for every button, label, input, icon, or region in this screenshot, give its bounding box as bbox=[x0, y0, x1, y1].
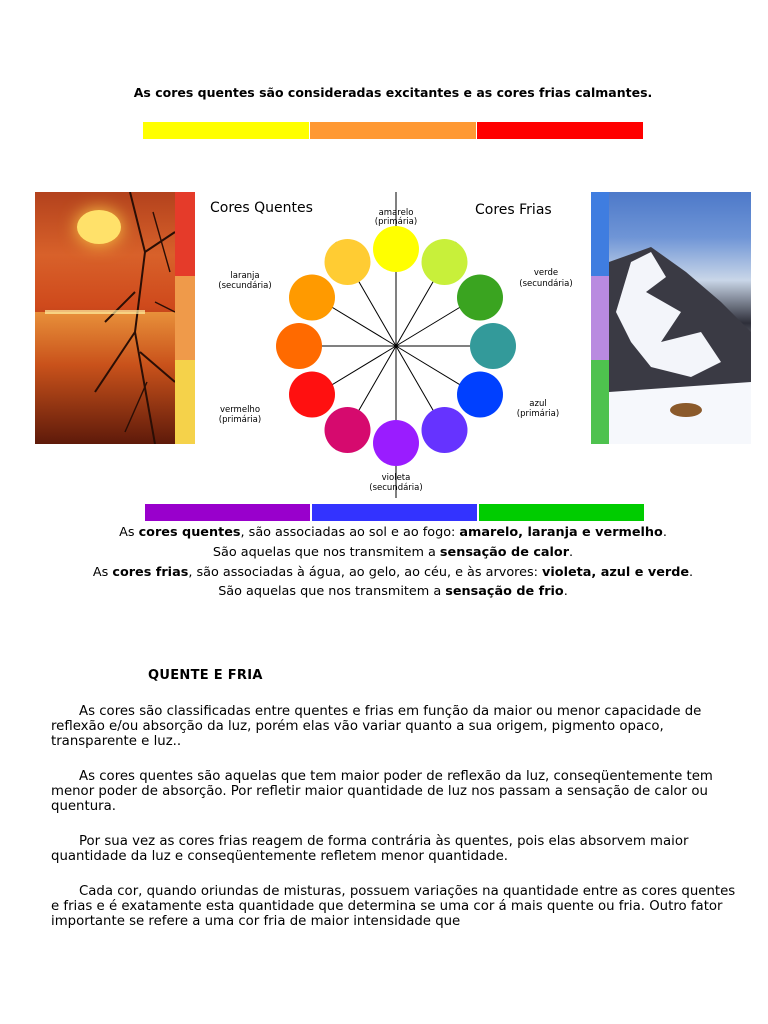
label-laranja: laranja bbox=[230, 271, 260, 281]
wheel-color-circle-2 bbox=[422, 239, 468, 285]
label-verde-sub: (secundária) bbox=[519, 279, 573, 289]
label-amarelo-sub: (primária) bbox=[374, 217, 418, 227]
warm-bar-yellow bbox=[143, 122, 309, 139]
label-violeta-sub: (secundária) bbox=[369, 483, 423, 493]
label-violeta: violeta bbox=[381, 473, 411, 483]
cool-bar-green bbox=[479, 504, 644, 521]
label-vermelho: vermelho bbox=[219, 405, 261, 415]
wheel-color-circle-1 bbox=[373, 226, 419, 272]
wheel-color-circle-3 bbox=[457, 275, 503, 321]
color-wheel-diagram bbox=[200, 190, 580, 500]
wheel-title-cool: Cores Frias bbox=[475, 202, 552, 218]
warm-bar-red bbox=[477, 122, 643, 139]
label-azul: azul bbox=[529, 399, 547, 409]
wheel-color-circle-9 bbox=[289, 372, 335, 418]
paragraph-1: As cores são classificadas entre quentes e frias em função da maior ou menor capacidade de reflexão e/ou absorção da luz, porém elas vão variar quanto a sua origem, pigmento opaco, transparente e luz.. bbox=[51, 704, 702, 749]
intro-text: As cores quentes são consideradas excitantes e as cores frias calmantes. bbox=[133, 85, 653, 100]
cool-bar-violet bbox=[145, 504, 310, 521]
wheel-title-warm: Cores Quentes bbox=[210, 200, 313, 216]
label-verde: verde bbox=[533, 268, 559, 278]
summary-line-3: As cores frias, são associadas à água, ao gelo, ao céu, e às arvores: violeta, azul e verde. bbox=[92, 565, 694, 580]
paragraph-3: Por sua vez as cores frias reagem de forma contrária às quentes, pois elas absorvem maior quantidade da luz e conseqüentemente refletem menor quantidade. bbox=[51, 834, 689, 864]
wheel-color-circle-12 bbox=[325, 239, 371, 285]
warm-bar-orange bbox=[310, 122, 476, 139]
wheel-color-circle-5 bbox=[457, 372, 503, 418]
summary-line-4: São aquelas que nos transmitem a sensação de frio. bbox=[218, 584, 568, 599]
wheel-color-circle-6 bbox=[422, 407, 468, 453]
snow-mountain-photo bbox=[591, 192, 751, 444]
paragraph-4: Cada cor, quando oriundas de misturas, possuem variações na quantidade entre as cores quentes e frias e é exatamente esta quantidade que determina se uma cor á mais quente ou fria. Outro fator importante se refere a uma cor fria de maior intensidade que bbox=[51, 884, 736, 929]
wheel-color-circle-7 bbox=[373, 420, 419, 466]
wheel-color-circle-10 bbox=[276, 323, 322, 369]
section-title: QUENTE E FRIA bbox=[148, 668, 263, 683]
sunset-photo bbox=[35, 192, 195, 444]
label-laranja-sub: (secundária) bbox=[218, 281, 272, 291]
wheel-color-circle-4 bbox=[470, 323, 516, 369]
wheel-color-circle-11 bbox=[289, 275, 335, 321]
summary-line-1: As cores quentes, são associadas ao sol e ao fogo: amarelo, laranja e vermelho. bbox=[119, 525, 667, 540]
label-azul-sub: (primária) bbox=[516, 409, 560, 419]
label-vermelho-sub: (primária) bbox=[218, 415, 262, 425]
paragraph-2: As cores quentes são aquelas que tem maior poder de reflexão da luz, conseqüentemente tem menor poder de absorção. Por refletir maior quantidade de luz nos passam a sensação de calor ou quentura. bbox=[51, 769, 713, 814]
wheel-color-circle-8 bbox=[325, 407, 371, 453]
cool-bar-blue bbox=[312, 504, 477, 521]
label-amarelo: amarelo bbox=[378, 208, 414, 218]
summary-line-2: São aquelas que nos transmitem a sensação de calor. bbox=[212, 545, 574, 560]
